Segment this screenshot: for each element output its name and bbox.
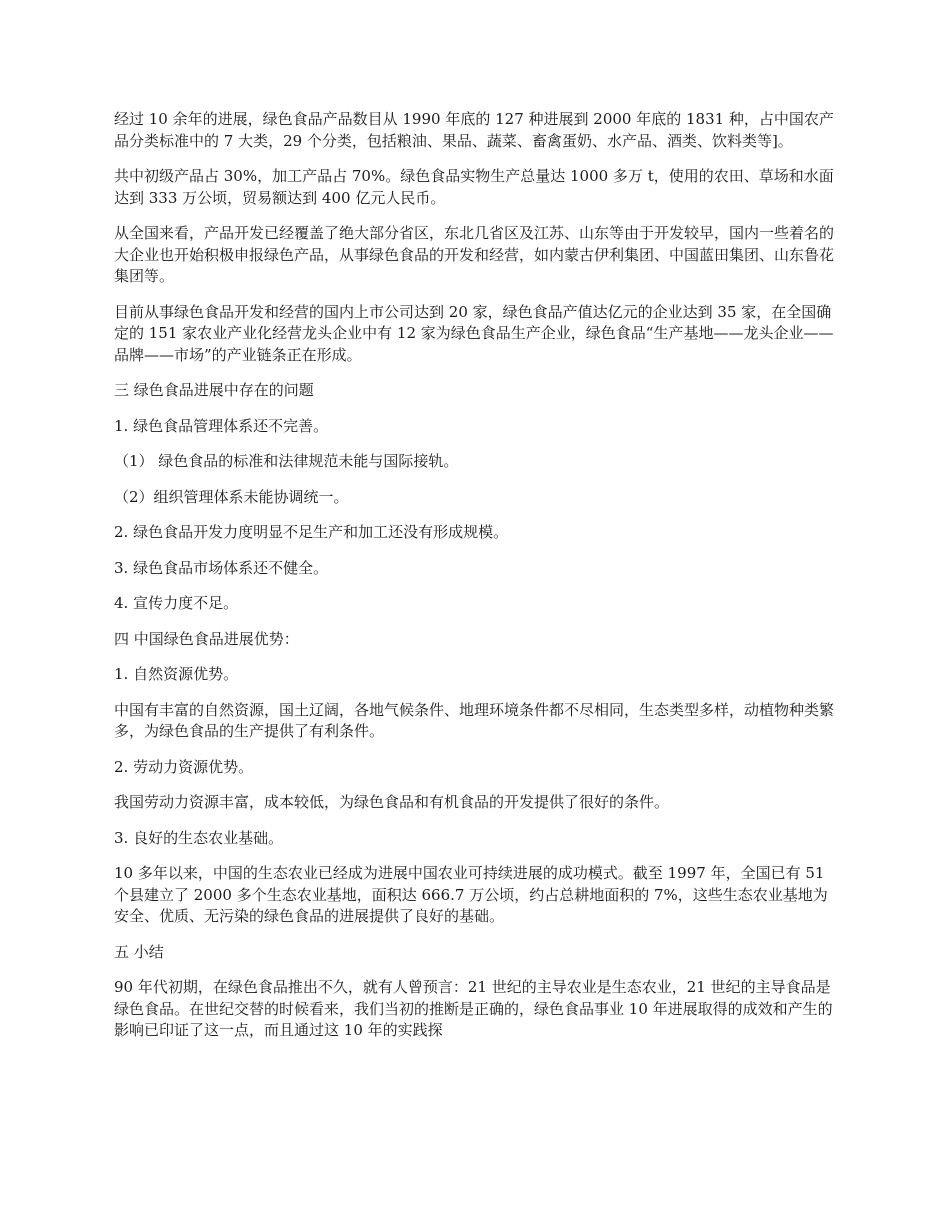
list-item-problem-2: 2. 绿色食品开发力度明显不足生产和加工还没有形成规模。 [114,523,509,541]
section-heading-summary: 五 小结 [114,942,164,961]
list-item-problem-3: 3. 绿色食品市场体系还不健全。 [114,558,329,577]
paragraph-summary: 90 年代初期，在绿色食品推出不久，就有人曾预言：21 世纪的主导农业是生态农业，21 世纪的主导食品是绿色食品。在世纪交替的时候看来，我们当初的推断是正确的，绿色食品事业 10 年进展取得的成效和产生的影响已印证了这一点，而且通过这 10 年的实践探 [114,978,833,1039]
sub-item-problem-1-1: （1） 绿色食品的标准和法律规范未能与国际接轨。 [114,452,459,470]
paragraph-natural-resources: 中国有丰富的自然资源，国土辽阔，各地气候条件、地理环境条件都不尽相同，生态类型多样，动植物种类繁多，为绿色食品的生产提供了有利条件。 [114,700,835,740]
list-item-problem-1: 1. 绿色食品管理体系还不完善。 [114,416,329,435]
list-item-problem-4: 4. 宣传力度不足。 [114,594,239,612]
list-item-advantage-3: 3. 良好的生态农业基础。 [114,828,284,847]
paragraph-eco-agriculture: 10 多年以来，中国的生态农业已经成为进展中国农业可持续进展的成功模式。截至 1997 年，全国已有 51 个县建立了 2000 多个生态农业基地，面积达 666.7 万公顷，约占总耕地面积的 7%，这些生态农业基地为安全、优质、无污染的绿色食品的进展提供了良好的基础。 [114,864,828,925]
list-item-advantage-1: 1. 自然资源优势。 [114,665,239,683]
sub-item-problem-1-2: （2）组织管理体系未能协调统一。 [114,487,349,506]
section-heading-problems: 三 绿色食品进展中存在的问题 [114,381,314,399]
section-heading-advantages: 四 中国绿色食品进展优势： [114,629,299,648]
paragraph-product-share: 共中初级产品占 30%，加工产品占 70%。绿色食品实物生产总量达 1000 多万 t，使用的农田、草场和水面达到 333 万公顷，贸易额达到 400 亿元人民币。 [114,167,834,207]
paragraph-national-coverage: 从全国来看，产品开发已经覆盖了绝大部分省区，东北几省区及江苏、山东等由于开发较早，国内一些着名的大企业也开始积极申报绿色产品，从事绿色食品的开发和经营，如内蒙古伊利集团、中国蓝田集团、山东鲁花集团等。 [114,224,835,285]
paragraph-listed-companies: 目前从事绿色食品开发和经营的国内上市公司达到 20 家，绿色食品产值达亿元的企业达到 35 家，在全国确定的 151 家农业产业化经营龙头企业中有 12 家为绿色食品生产企业，绿色食品“生产基地——龙头企业——品牌——市场”的产业链条正在形成。 [114,302,834,364]
paragraph-labor-resources: 我国劳动力资源丰富，成本较低，为绿色食品和有机食品的开发提供了很好的条件。 [114,793,670,811]
document-page [114,109,836,1056]
list-item-advantage-2: 2. 劳动力资源优势。 [114,757,254,776]
paragraph-product-growth: 经过 10 余年的进展，绿色食品产品数目从 1990 年底的 127 种进展到 2000 年底的 1831 种，占中国农产品分类标准中的 7 大类，29 个分类，包括粮油、果品、蔬菜、畜禽蛋奶、水产品、酒类、饮料类等]。 [114,110,834,150]
